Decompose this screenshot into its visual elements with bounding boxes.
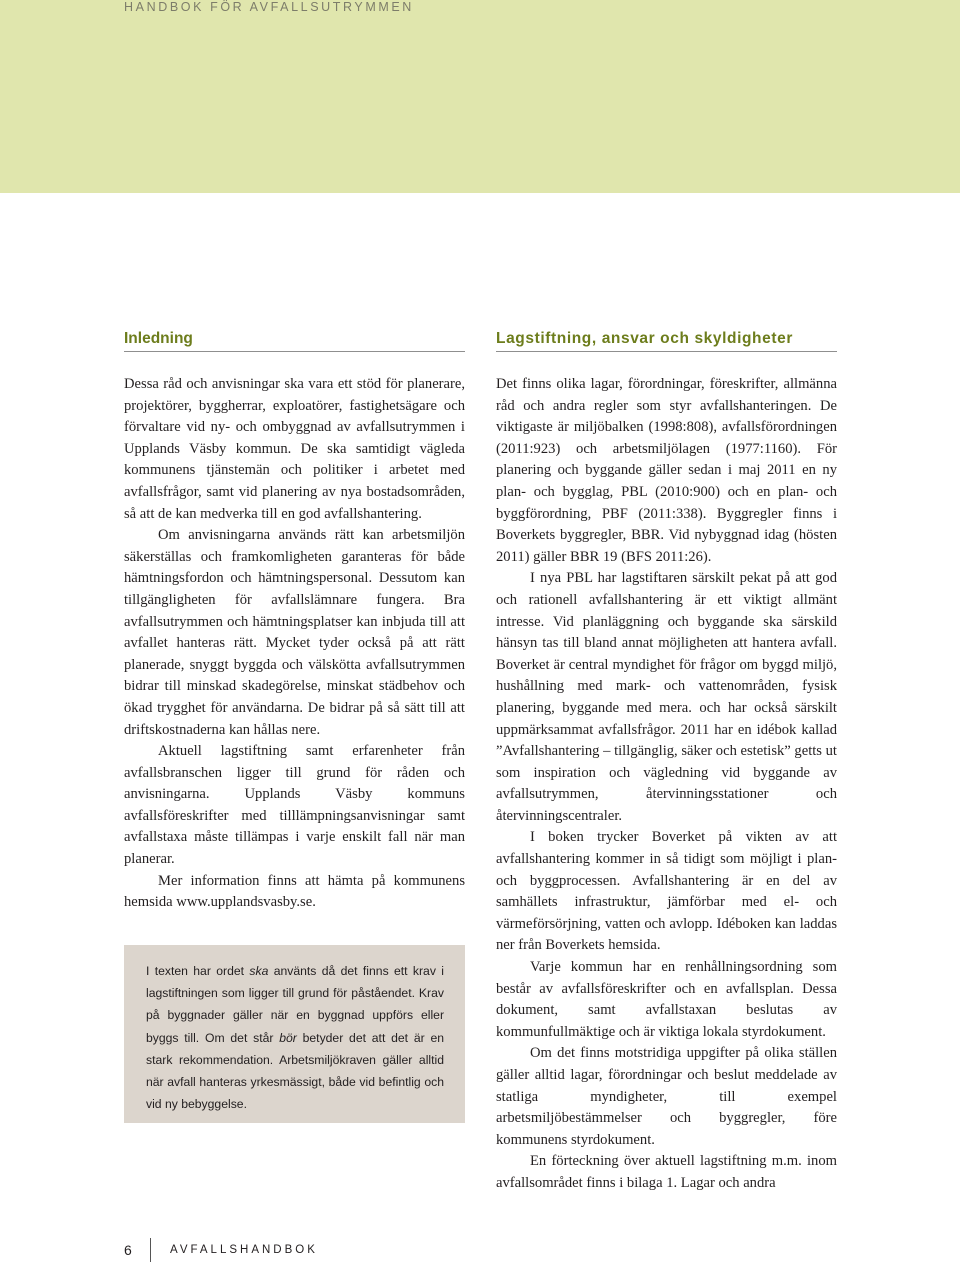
note-paragraph [146, 960, 444, 1115]
paragraph: Mer information finns att hämta på kommunens hemsida www.upplandsvasby.se. [124, 872, 465, 911]
header-band [0, 0, 960, 193]
note-box [124, 945, 465, 1123]
paragraph: Varje kommun har en renhållningsordning som består av avfallsföreskrifter och en avfallsplan. Dessa dokument, samt avfallstaxan beslutas av kommunfullmäktige och är viktiga lokala styrdokument. [496, 959, 837, 1040]
note-text-part: betyder det att det är en stark rekommendation. Arbetsmiljökraven gäller alltid när avfall hanteras yrkesmässigt, både vid befintlig och vid ny bebyggelse. [146, 1030, 444, 1112]
right-body [496, 374, 837, 1195]
footer-divider [150, 1238, 151, 1262]
left-column [124, 330, 465, 914]
paragraph: Aktuell lagstiftning samt erfarenheter från avfallsbranschen ligger till grund för råden och anvisningarna. Upplands Väsby kommuns avfallsföreskrifter med tilllämpningsanvisningar samt avfallstaxa måste tillämpas i varje enskilt fall när man planerar. [124, 743, 465, 868]
page-number: 6 [124, 1242, 132, 1258]
section-heading-lagstiftning: Lagstiftning, ansvar och skyldigheter [496, 330, 837, 352]
running-header: HANDBOK FÖR AVFALLSUTRYMMEN [124, 0, 414, 14]
note-text-part: använts då det finns ett krav i lagstiftningen som ligger till grund för påståendet. Krav på byggnader gäller när en byggnad uppförs eller byggs till. Om det står [146, 964, 444, 1045]
paragraph: En förteckning över aktuell lagstiftning m.m. inom avfallsområdet finns i bilaga 1. Lagar och andra [496, 1153, 837, 1191]
paragraph: Om det finns motstridiga uppgifter på olika ställen gäller alltid lagar, förordningar och beslut meddelade av statliga myndigheter, till exempel arbetsmiljöbestämmelser och byggregler, före kommunens styrdokument. [496, 1045, 837, 1148]
section-heading-inledning: Inledning [124, 330, 465, 352]
right-column [496, 330, 837, 1195]
note-emphasis-bor: bör [279, 1030, 297, 1045]
note-emphasis-ska: ska [249, 964, 269, 978]
note-text [146, 960, 444, 1115]
paragraph: I boken trycker Boverket på vikten av att avfallshantering kommer in så tidigt som möjligt i plan- och byggprocessen. Avfallshantering är en del av samhällets infrastruktur, jämförbar med el- och värmeförsörjning, vatten och avlopp. Idéboken kan laddas ner från Boverkets hemsida. [496, 829, 837, 954]
left-body [124, 374, 465, 914]
paragraph: I nya PBL har lagstiftaren särskilt pekat på att god och rationell avfallshantering är ett viktigt allmänt intresse. Vid planläggning och byggande ska särskild hänsyn tas till bland annat möjligheten att hantera avfall. Boverket är central myndighet för frågor om byggd miljö, hushållning med mark- och vattenområden, fysisk planering, byggande med mera. och har också särskilt uppmärksammat avfallsfrågor. 2011 har en idébok kallad ”Avfallshantering – tillgänglig, säker och estetisk” getts ut som inspiration och vägledning vid byggande av avfallsutrymmen, återvinningsstationer och återvinningscentraler. [496, 570, 837, 824]
paragraph: Dessa råd och anvisningar ska vara ett stöd för planerare, projektörer, byggherrar, exploatörer, fastighetsägare och förvaltare vid ny- och ombyggnad av avfallsutrymmen i Upplands Väsby kommun. De ska samtidigt vägleda kommunens tjänstemän och politiker i arbetet med avfallsfrågor, samt vid planering av nya bostadsområden, så att de kan medverka till en god avfallshantering. [124, 376, 465, 522]
paragraph: Det finns olika lagar, förordningar, föreskrifter, allmänna råd och andra regler som styr avfallshanteringen. De viktigaste är miljöbalken (1998:808), avfallsförordningen (2011:923) och arbetsmiljölagen (1977:1160). För planering och byggande gäller sedan i maj 2011 en ny plan- och bygglag, PBL (2010:900) och en plan- och byggförordning, PBF (2011:338). Byggregler finns i Boverkets byggregler, BBR. Vid nybyggnad idag (hösten 2011) gäller BBR 19 (BFS 2011:26). [496, 376, 837, 565]
footer-title: AVFALLSHANDBOK [170, 1244, 318, 1256]
note-text-part: I texten har ordet [146, 964, 250, 978]
paragraph: Om anvisningarna används rätt kan arbetsmiljön säkerställas och framkomligheten garanteras för både hämtningsfordon och hämtningspersonal. Dessutom kan tillgängligheten för avfallslämnare fungera. Bra avfallsutrymmen och hämtningsplatser kan inbjuda till att avfallet hanteras rätt. Mycket tyder också på att rätt planerade, snyggt byggda och välskötta avfallsutrymmen bidrar till minskad skadegörelse, minskat städbehov och ökad trygghet för användarna. De bidrar på så sätt till att driftskostnaderna kan hållas nere. [124, 527, 465, 738]
